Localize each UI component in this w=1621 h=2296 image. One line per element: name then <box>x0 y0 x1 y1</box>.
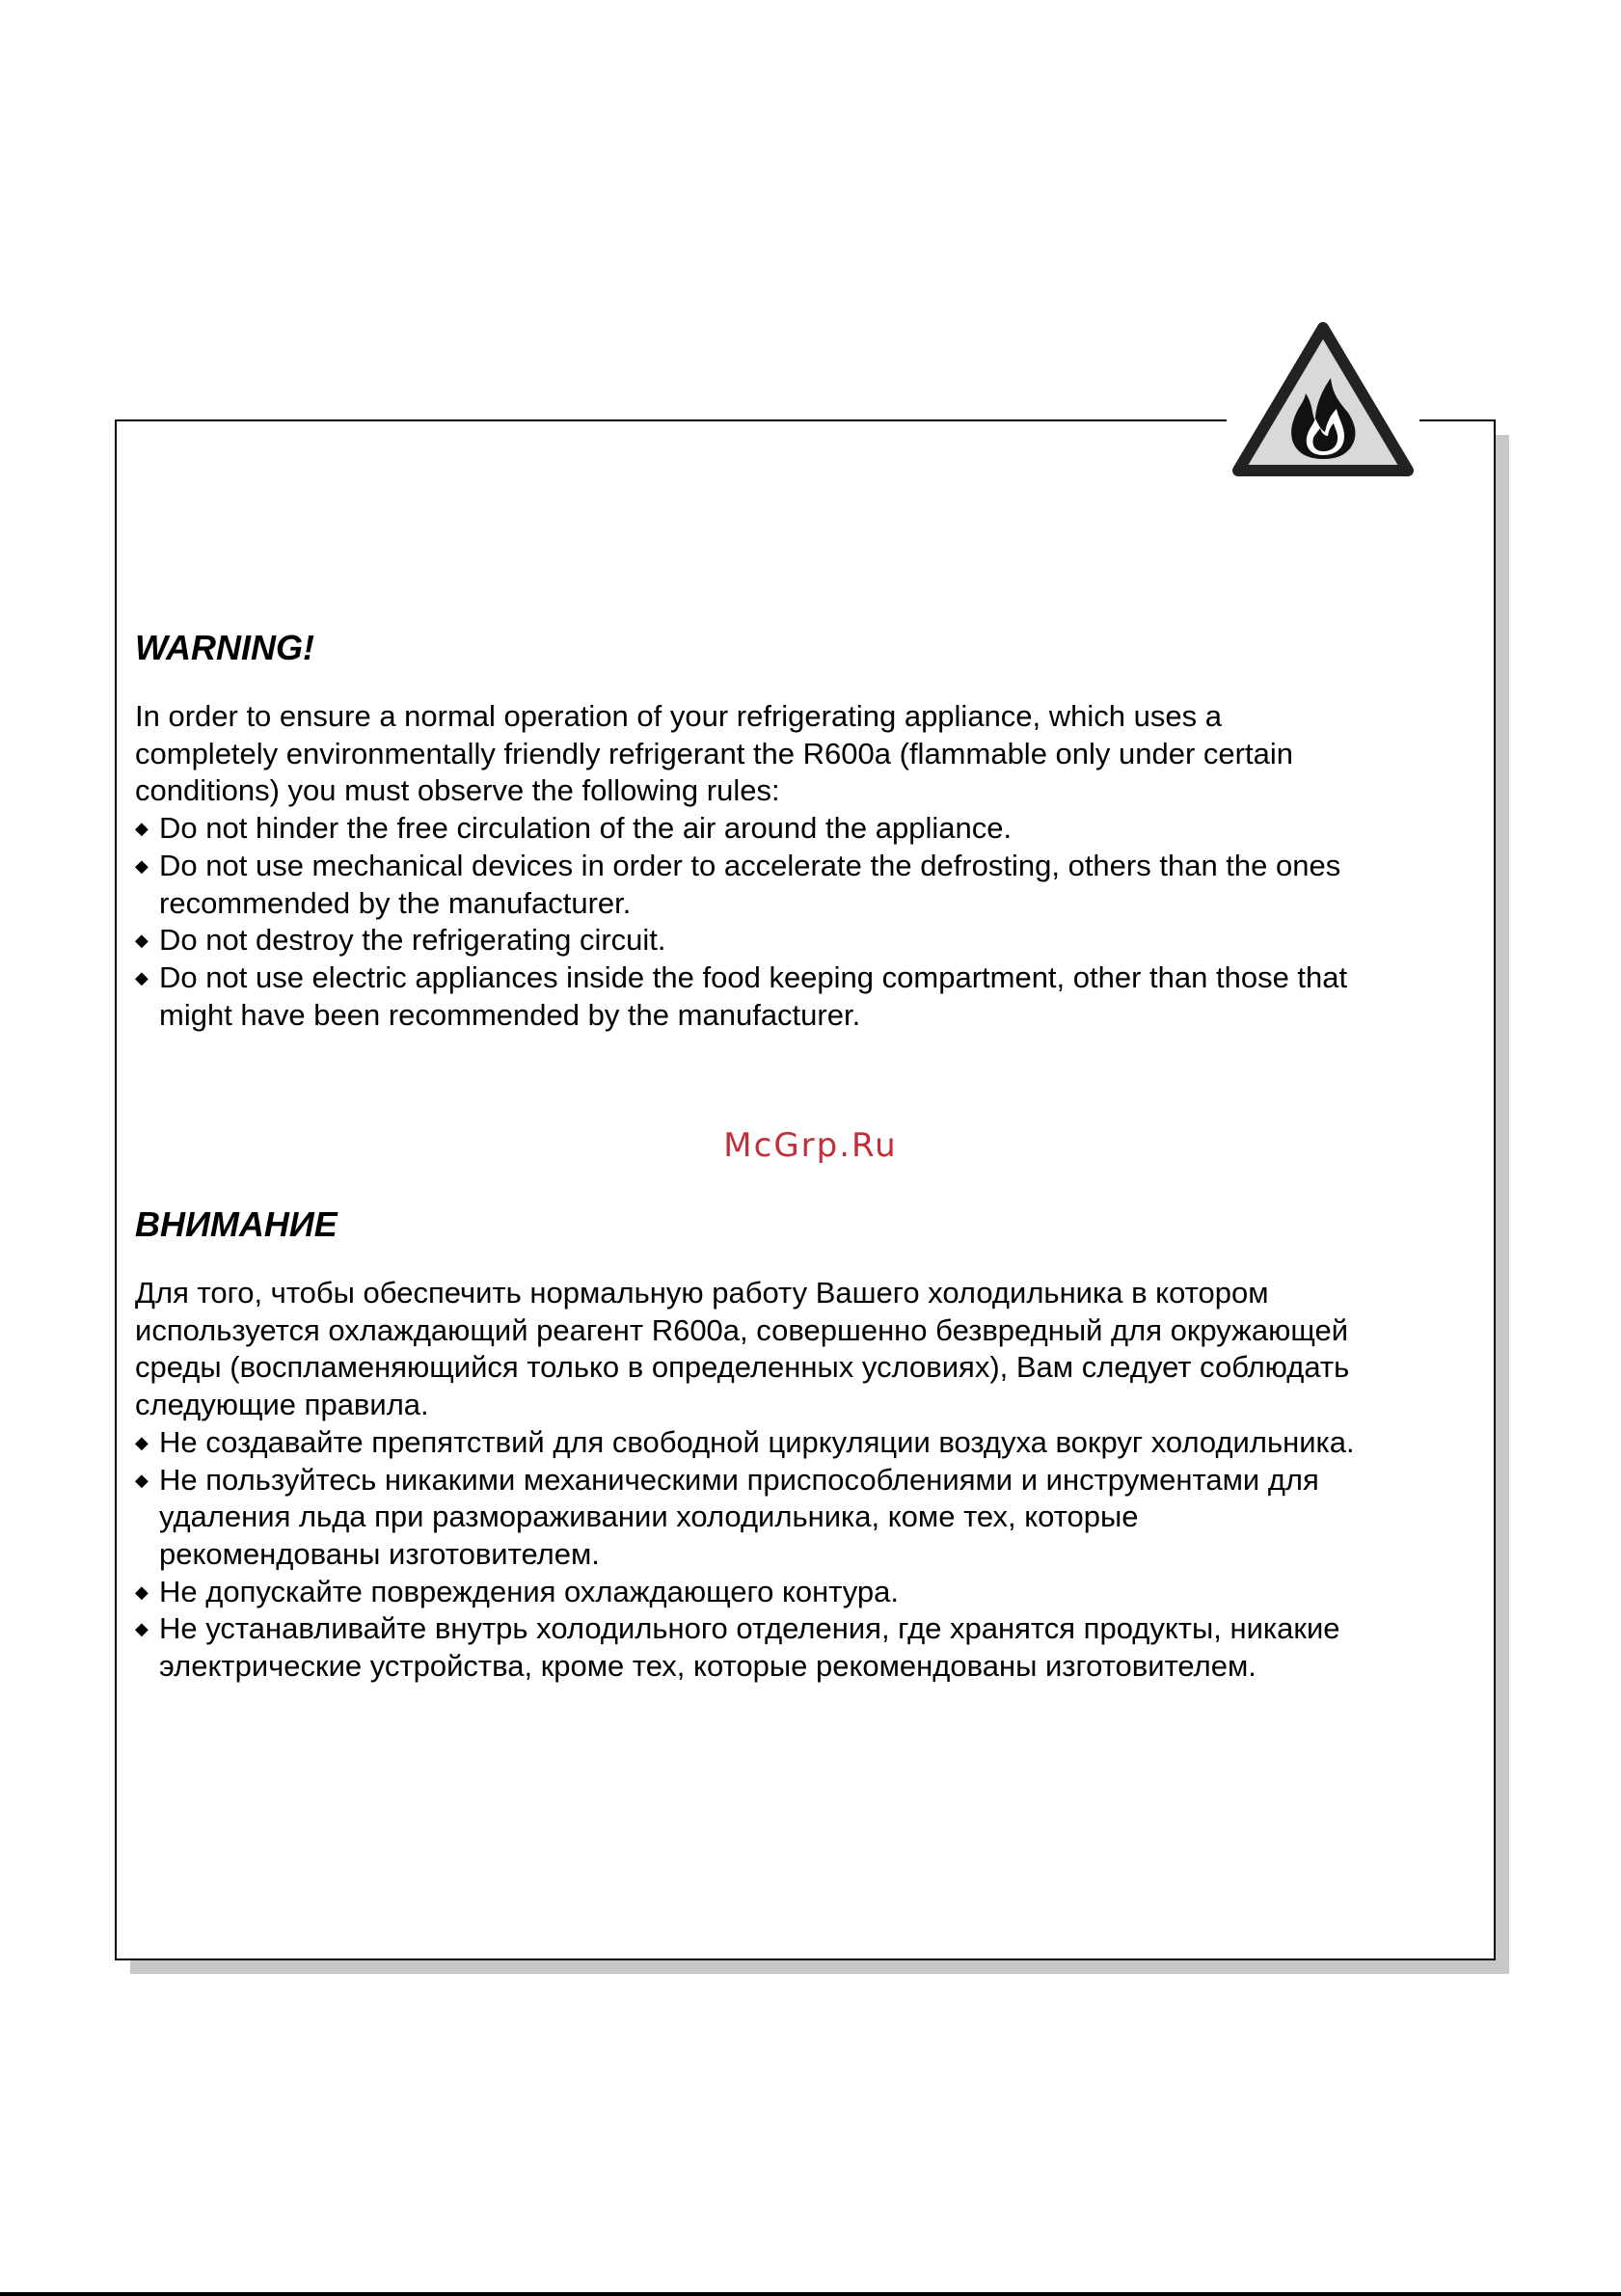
diamond-bullet-icon: ◆ <box>135 1470 149 1490</box>
diamond-bullet-icon: ◆ <box>135 967 149 987</box>
warning-heading: WARNING! <box>135 628 314 667</box>
page-bottom-rule <box>0 2292 1621 2296</box>
rule-item: ◆ Do not use electric appliances inside the food keeping compartment, other than those that might have been recommended by the manufacturer. <box>135 959 1348 1032</box>
rule-item: ◆ Не пользуйтесь никакими механическими приспособлениями и инструментами для удаления льда при размораживании холодильника, коме тех, которые рекомендованы изготовителем. <box>135 1462 1319 1571</box>
diamond-bullet-icon: ◆ <box>135 1432 149 1452</box>
warning-heading: ВНИМАНИЕ <box>135 1204 338 1244</box>
rules-list <box>135 1424 1485 1686</box>
diamond-bullet-icon: ◆ <box>135 855 149 876</box>
warning-section-english <box>135 627 1485 1034</box>
watermark: McGrp.Ru <box>723 1126 898 1165</box>
rule-item: ◆ Не допускайте повреждения охлаждающего контура. <box>135 1574 1485 1611</box>
warning-intro: Для того, чтобы обеспечить нормальную работу Вашего холодильника в котором используется охлаждающий реагент R600a, совершенно безвредный для окружающей среды (воспламеняющийся только в определенных условиях), Вам следует соблюдать следующие правила. <box>135 1276 1350 1422</box>
diamond-bullet-icon: ◆ <box>135 1619 149 1639</box>
rule-item: ◆ Не устанавливайте внутрь холодильного отделения, где хранятся продукты, никакие электрические устройства, кроме тех, которые рекомендованы изготовителем. <box>135 1611 1340 1684</box>
rule-item: ◆ Не создавайте препятствий для свободной циркуляции воздуха вокруг холодильника. <box>135 1424 1485 1462</box>
warning-section-russian <box>135 1203 1485 1686</box>
diamond-bullet-icon: ◆ <box>135 931 149 951</box>
diamond-bullet-icon: ◆ <box>135 1581 149 1602</box>
warning-intro: In order to ensure a normal operation of your refrigerating appliance, which uses a completely environmentally friendly refrigerant the R600a (flammable only under certain conditions) you must observe the following rules: <box>135 699 1293 808</box>
rule-item: ◆ Do not destroy the refrigerating circuit. <box>135 922 1485 959</box>
diamond-bullet-icon: ◆ <box>135 819 149 839</box>
rules-list <box>135 810 1485 1034</box>
flammable-warning-icon <box>1227 314 1419 488</box>
rule-item: ◆ Do not use mechanical devices in order to accelerate the defrosting, others than the ones recommended by the manufacturer. <box>135 848 1341 920</box>
rule-item: ◆ Do not hinder the free circulation of the air around the appliance. <box>135 810 1485 848</box>
